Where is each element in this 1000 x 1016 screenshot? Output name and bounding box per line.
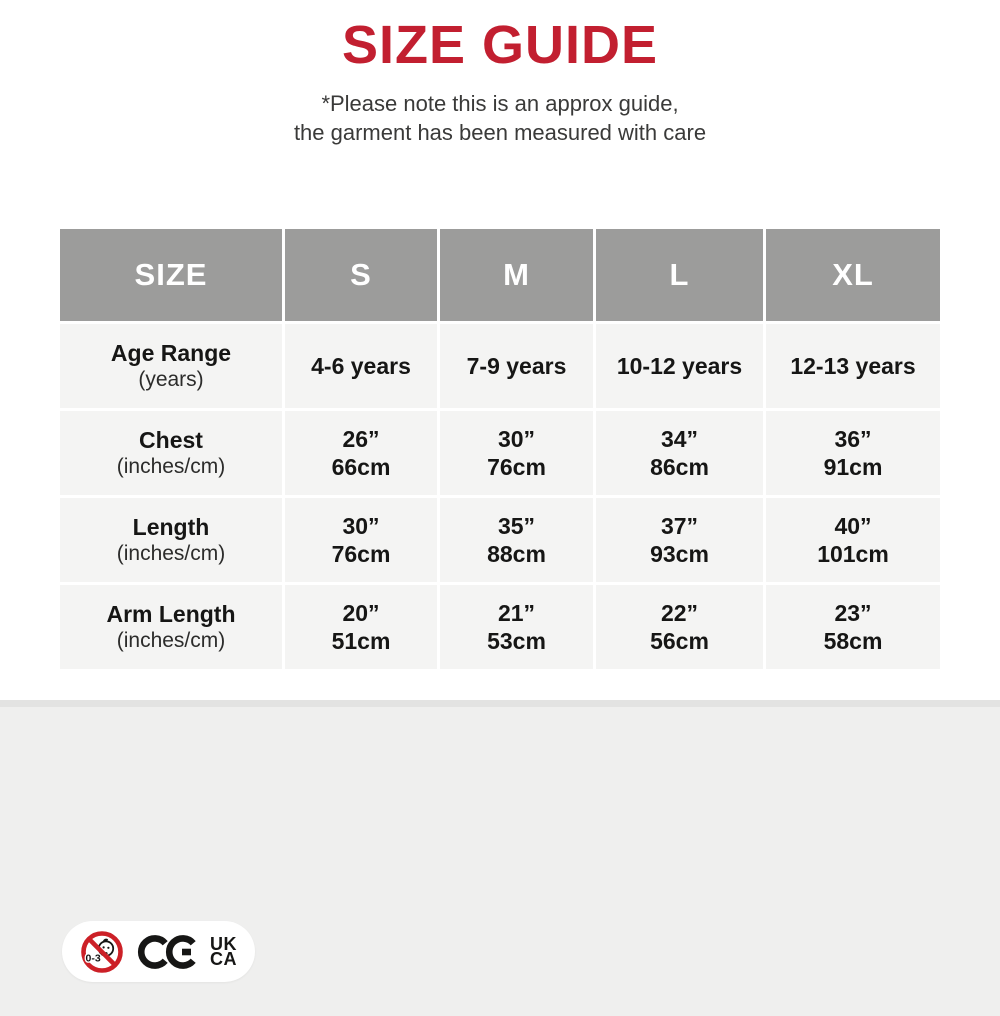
ce-mark-icon (137, 933, 197, 971)
ukca-mark-icon (210, 933, 237, 969)
header-row (60, 229, 940, 321)
row-label: Arm Length (106, 600, 236, 627)
ukca-line-2: CA (210, 948, 237, 969)
size-guide-table-wrap (57, 226, 943, 672)
cell-length-m: 35” 88cm (440, 498, 593, 582)
not-suitable-0-3-months-icon (80, 930, 124, 974)
cell-length-s: 30” 76cm (285, 498, 437, 582)
approx-guide-note (0, 89, 1000, 147)
header-xl: XL (766, 229, 940, 321)
cell-arm-l: 22” 56cm (596, 585, 763, 669)
cell-arm-s: 20” 51cm (285, 585, 437, 669)
note-line-1: *Please note this is an approx guide, (321, 91, 679, 116)
ukca-line-1: UK (210, 933, 237, 954)
row-label-cell (60, 498, 282, 582)
cell-chest-m: 30” 76cm (440, 411, 593, 495)
cell-age-l: 10-12 years (596, 324, 763, 408)
table-row-arm-length (60, 585, 940, 669)
cell-age-s: 4-6 years (285, 324, 437, 408)
row-sublabel: (years) (138, 367, 204, 391)
size-guide-table (57, 226, 943, 672)
header-s: S (285, 229, 437, 321)
row-sublabel: (inches/cm) (116, 454, 226, 478)
cell-length-xl: 40” 101cm (766, 498, 940, 582)
cell-age-xl: 12-13 years (766, 324, 940, 408)
certification-badges (62, 921, 255, 982)
cell-arm-m: 21” 53cm (440, 585, 593, 669)
row-label: Chest (139, 426, 203, 453)
row-label: Age Range (110, 339, 232, 366)
cell-age-m: 7-9 years (440, 324, 593, 408)
cell-chest-s: 26” 66cm (285, 411, 437, 495)
cell-arm-xl: 23” 58cm (766, 585, 940, 669)
header-l: L (596, 229, 763, 321)
cell-chest-xl: 36” 91cm (766, 411, 940, 495)
page-title: SIZE GUIDE (341, 15, 659, 75)
table-row-length (60, 498, 940, 582)
row-label-cell (60, 411, 282, 495)
row-sublabel: (inches/cm) (116, 628, 226, 652)
header-size: SIZE (60, 229, 282, 321)
cell-chest-l: 34” 86cm (596, 411, 763, 495)
row-label: Length (132, 513, 210, 540)
age-warning-label: 0-3 (85, 952, 101, 964)
table-row-chest (60, 411, 940, 495)
cell-length-l: 37” 93cm (596, 498, 763, 582)
note-line-2: the garment has been measured with care (293, 120, 707, 145)
row-sublabel: (inches/cm) (116, 541, 226, 565)
header-m: M (440, 229, 593, 321)
row-label-cell (60, 324, 282, 408)
row-label-cell (60, 585, 282, 669)
table-row-age-range (60, 324, 940, 408)
